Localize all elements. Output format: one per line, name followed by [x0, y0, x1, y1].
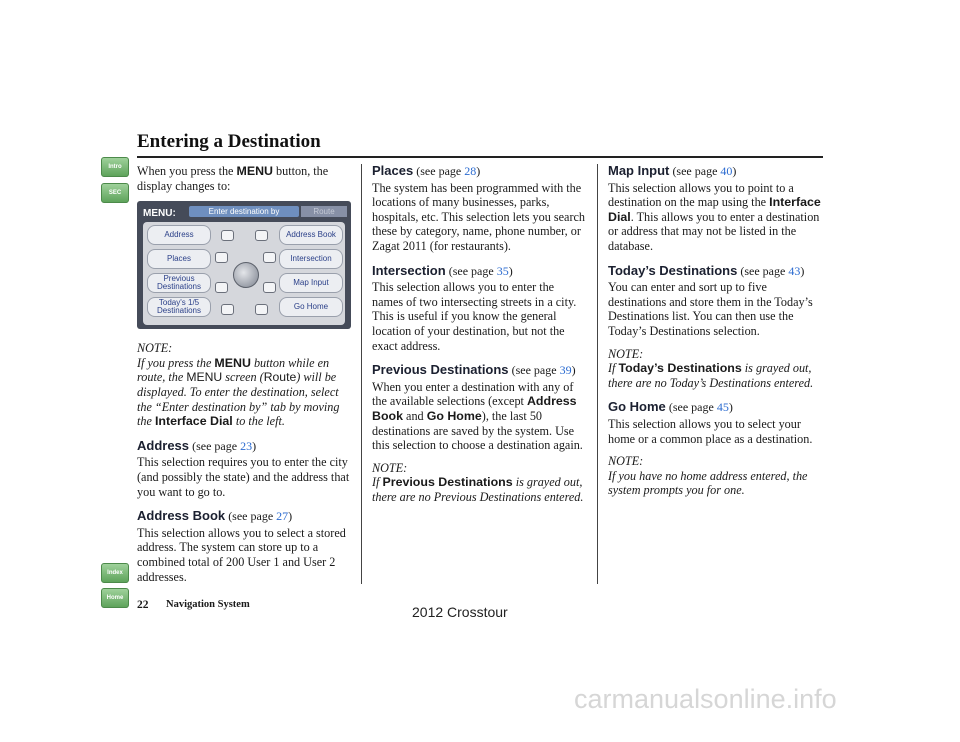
intro-paragraph: When you press the MENU button, the display changes to: [137, 164, 329, 193]
screen-btn-todays: Today's 1/5 Destinations [147, 297, 211, 317]
address-book-body: This selection allows you to select a stored address. The system can store up to a combined total of 200 User 1 and User 2 addresses. [137, 525, 346, 584]
intersection-icon [263, 252, 276, 263]
heading-map-input: Map Input (see page 40) [608, 163, 737, 178]
address-icon [221, 230, 234, 241]
address-book-icon [255, 230, 268, 241]
heading-go-home: Go Home (see page 45) [608, 399, 733, 415]
go-home-body: This selection allows you to select your home or a common place as a destination. [608, 416, 813, 446]
page-title: Entering a Destination [137, 131, 321, 152]
todays-body: You can enter and sort up to five destinations and store them in the Today’s Destinations list. You can then use the Today’s Destinations selection. [608, 280, 813, 338]
map-input-icon [263, 282, 276, 293]
screen-menu-label: MENU: [143, 208, 176, 220]
note-2-label: NOTE: [372, 460, 408, 475]
column-divider-1 [361, 164, 362, 584]
screen-btn-go-home: Go Home [279, 297, 343, 317]
go-home-icon [255, 304, 268, 315]
map-input-page-link[interactable]: 40 [720, 164, 733, 178]
screen-btn-places: Places [147, 249, 211, 269]
heading-address: Address (see page 23) [137, 437, 257, 453]
previous-body: When you enter a destination with any of the available selections (except Address Book and Go Home), the last 50 destinations are saved by the system. Use this selection to choose a destination again. [372, 379, 583, 453]
screen-btn-address-book: Address Book [279, 225, 343, 245]
previous-icon [215, 282, 228, 293]
page-number: 22 [137, 599, 149, 611]
column-3 [608, 164, 822, 506]
heading-address-book: Address Book (see page 27) [137, 508, 293, 524]
index-button[interactable]: Index [101, 563, 129, 583]
screen-btn-address: Address [147, 225, 211, 245]
screen-tab-enter-destination: Enter destination by [189, 206, 299, 217]
todays-icon [221, 304, 234, 315]
intro-button[interactable]: Intro [101, 157, 129, 177]
note-3-text: If Today’s Destinations is grayed out, there are no Today’s Destinations entered. [608, 361, 814, 390]
footer-title: Navigation System [166, 599, 250, 610]
todays-page-link[interactable]: 43 [788, 263, 801, 278]
places-page-link[interactable]: 28 [464, 164, 477, 178]
screen-btn-map-input: Map Input [279, 273, 343, 293]
note-4-label: NOTE: [608, 454, 644, 469]
column-2 [372, 164, 587, 512]
screen-panel [143, 222, 345, 325]
model-label: 2012 Crosstour [412, 604, 508, 620]
interface-dial-icon [233, 262, 259, 288]
note-1-text: If you press the MENU button while en route, the MENU screen (Route) will be displayed. To enter the destination, select the “Enter destination by” tab by moving the Interface Dial to the left. [137, 355, 340, 429]
address-book-page-link[interactable]: 27 [276, 509, 289, 524]
watermark: carmanualsonline.info [574, 684, 837, 714]
previous-page-link[interactable]: 39 [559, 363, 572, 378]
screen-btn-intersection: Intersection [279, 249, 343, 269]
column-1 [137, 164, 351, 592]
note-4-text: If you have no home address entered, the system prompts you for one. [608, 468, 808, 498]
note-2-text: If Previous Destinations is grayed out, there are no Previous Destinations entered. [372, 475, 584, 504]
go-home-page-link[interactable]: 45 [716, 400, 729, 415]
intersection-body: This selection allows you to enter the names of two intersecting streets in a city. This is useful if you know the general location of your destination, but not the exact address. [372, 280, 577, 353]
note-3-label: NOTE: [608, 346, 644, 361]
menu-screen-image [137, 201, 351, 329]
intersection-page-link[interactable]: 35 [496, 263, 509, 278]
places-icon [215, 252, 228, 263]
places-body: The system has been programmed with the locations of many businesses, parks, hospitals, etc. This selection lets you search these by category, name, phone number, or Zagat 2011 (for restaurants). [372, 180, 586, 253]
screen-btn-previous: Previous Destinations [147, 273, 211, 293]
title-divider [137, 156, 823, 158]
heading-intersection: Intersection (see page 35) [372, 262, 513, 278]
sec-button[interactable]: SEC [101, 183, 129, 203]
address-page-link[interactable]: 23 [240, 438, 253, 453]
home-button[interactable]: Home [101, 588, 129, 608]
screen-tab-route: Route [301, 206, 347, 217]
note-1-label: NOTE: [137, 341, 173, 356]
map-input-body: This selection allows you to point to a destination on the map using the Interface Dial. This allows you to enter a destination or address that may not be listed in the database. [608, 180, 821, 253]
heading-previous-destinations: Previous Destinations (see page 39) [372, 362, 576, 378]
address-body: This selection requires you to enter the city (and possibly the state) and the address that you want to go to. [137, 455, 350, 499]
heading-places: Places (see page 28) [372, 163, 481, 178]
column-divider-2 [597, 164, 598, 584]
heading-todays-destinations: Today’s Destinations (see page 43) [608, 262, 805, 278]
